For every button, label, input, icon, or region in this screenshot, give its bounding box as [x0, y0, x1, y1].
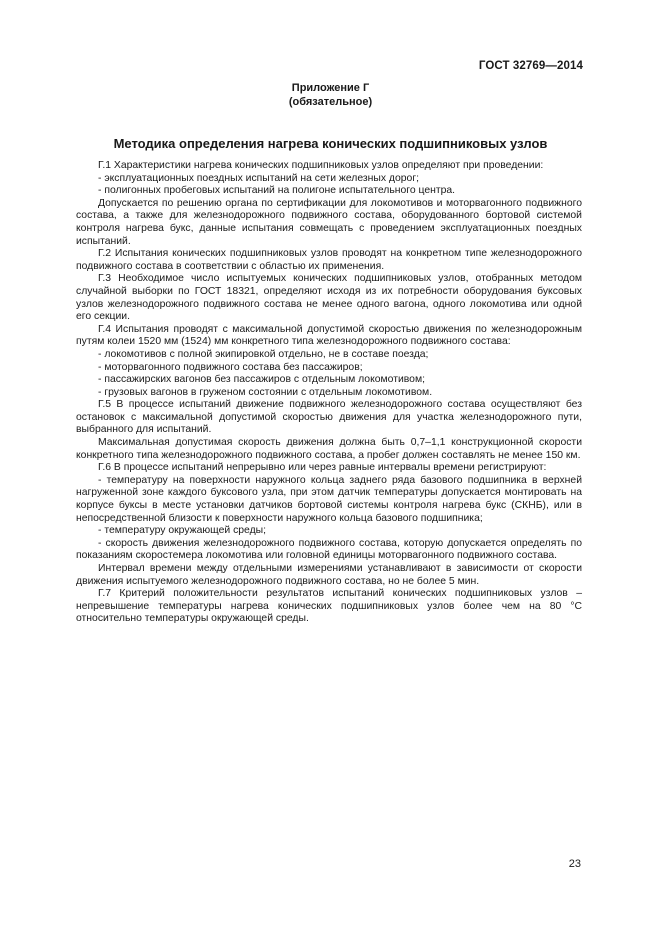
document-code: ГОСТ 32769—2014: [478, 60, 583, 72]
list-item: - моторвагонного подвижного состава без пассажиров;: [98, 361, 363, 373]
paragraph: [76, 160, 582, 173]
list-item: - температуру на поверхности наружного кольца заднего ряда базового подшипника в верхней нагруженной зоне каждого буксового узла, при этом датчик температуры допускается монтировать на корпусе буксы в месте установки датчиков бортовой системы контроля нагрева букс (СКНБ), или в непосредственной близости к поверхности наружного кольца базового подшипника;: [76, 474, 582, 524]
paragraph: Допускается по решению органа по сертификации для локомотивов и моторвагонного подвижного состава, а также для железнодорожного подвижного состава, оборудованного бортовой системой контроля нагрева букс, данные испытания совмещать с проведением эксплуатационных поездных испытаний.: [76, 197, 582, 247]
appendix-title: Приложение Г: [291, 82, 370, 94]
list-item: - локомотивов с полной экипировкой отдельно, не в составе поезда;: [98, 348, 429, 360]
paragraph: Максимальная допустимая скорость движения должна быть 0,7–1,1 конструкционной скорости конкретного типа железнодорожного подвижного состава, а пробег должен составлять не менее 150 км.: [76, 437, 582, 461]
list-item: - пассажирских вагонов без пассажиров с отдельным локомотивом;: [98, 374, 425, 386]
page-number: 23: [568, 858, 581, 870]
appendix-status: (обязательное): [288, 96, 373, 108]
paragraph: Г.6 В процессе испытаний непрерывно или через равные интервалы времени регистрируют:: [98, 462, 547, 474]
section-title: Методика определения нагрева конических подшипниковых узлов: [113, 136, 548, 151]
paragraph: Г.2 Испытания конических подшипниковых узлов проводят на конкретном типе железнодорожного подвижного состава в соответствии с областью их применения.: [76, 248, 582, 272]
paragraph: Г.4 Испытания проводят с максимальной допустимой скоростью движения по железнодорожным путям колеи 1520 мм (1524) мм конкретного типа железнодорожного подвижного состава:: [76, 323, 582, 348]
paragraph: Г.7 Критерий положительности результатов испытаний конических подшипниковых узлов – непревышение температуры нагрева конических подшипниковых узлов более чем на 80 °С относительно температуры окружающей среды.: [76, 588, 582, 625]
list-item: - эксплуатационных поездных испытаний на сети железных дорог;: [98, 172, 420, 184]
paragraph: Г.3 Необходимое число испытуемых конических подшипниковых узлов, отобранных методом случайной выборки по ГОСТ 18321, определяют исходя из их потребности оборудования буксовых узлов железнодорожного подвижного состава не менее одного вагона, одного локомотива или одной его секции.: [76, 273, 582, 323]
list-item: - температуру окружающей среды;: [98, 525, 267, 537]
list-item: - грузовых вагонов в груженом состоянии с отдельным локомотивом.: [98, 386, 433, 398]
paragraph: Г.5 В процессе испытаний движение подвижного железнодорожного состава осуществляют без остановок с максимальной допустимой скоростью движения для участка железнодорожного пути, выбранного для испытаний.: [76, 399, 582, 436]
paragraph-text: Г.1 Характеристики нагрева конических подшипниковых узлов определяют при проведении:: [98, 160, 544, 171]
appendix-heading: [0, 81, 661, 109]
list-item: - скорость движения железнодорожного подвижного состава, которую допускается определять по показаниям скоростемера локомотива или головной единицы моторвагонного подвижного состава.: [76, 537, 582, 562]
list-item: - полигонных пробеговых испытаний на полигоне испытательного центра.: [98, 185, 456, 197]
paragraph: Интервал времени между отдельными измерениями устанавливают в зависимости от скорости движения испытуемого железнодорожного подвижного состава, но не более 5 мин.: [76, 563, 582, 587]
body-text: [76, 160, 582, 626]
